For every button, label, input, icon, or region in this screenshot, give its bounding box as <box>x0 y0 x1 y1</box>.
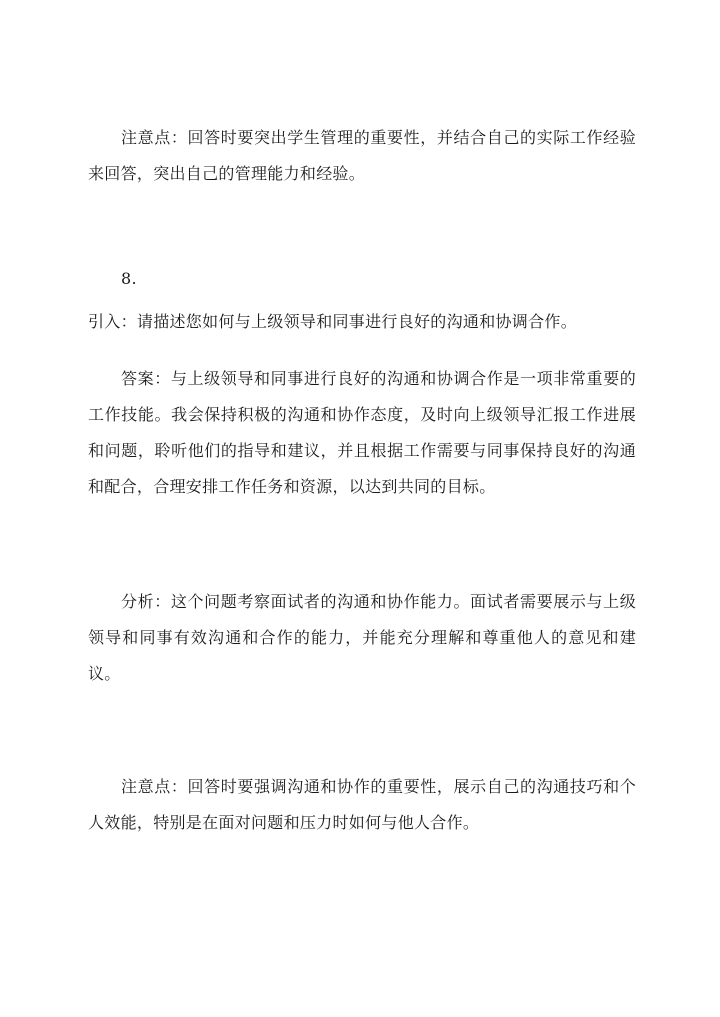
question-number: 8. <box>121 269 137 288</box>
note-paragraph-previous: 注意点：回答时要突出学生管理的重要性，并结合自己的实际工作经验来回答，突出自己的管理能力和经验。 <box>88 128 636 183</box>
note-paragraph: 注意点：回答时要强调沟通和协作的重要性，展示自己的沟通技巧和个人效能，特别是在面对问题和压力时如何与他人合作。 <box>88 777 636 832</box>
answer-paragraph: 答案：与上级领导和同事进行良好的沟通和协调合作是一项非常重要的工作技能。我会保持积极的沟通和协作态度，及时向上级领导汇报工作进展和问题，聆听他们的指导和建议，并且根据工作需要与同事保持良好的沟通和配合，合理安排工作任务和资源，以达到共同的目标。 <box>88 369 636 496</box>
analysis-paragraph: 分析：这个问题考察面试者的沟通和协作能力。面试者需要展示与上级领导和同事有效沟通和合作的能力，并能充分理解和尊重他人的意见和建议。 <box>88 592 636 683</box>
intro-paragraph: 引入：请描述您如何与上级领导和同事进行良好的沟通和协调合作。 <box>88 312 578 331</box>
